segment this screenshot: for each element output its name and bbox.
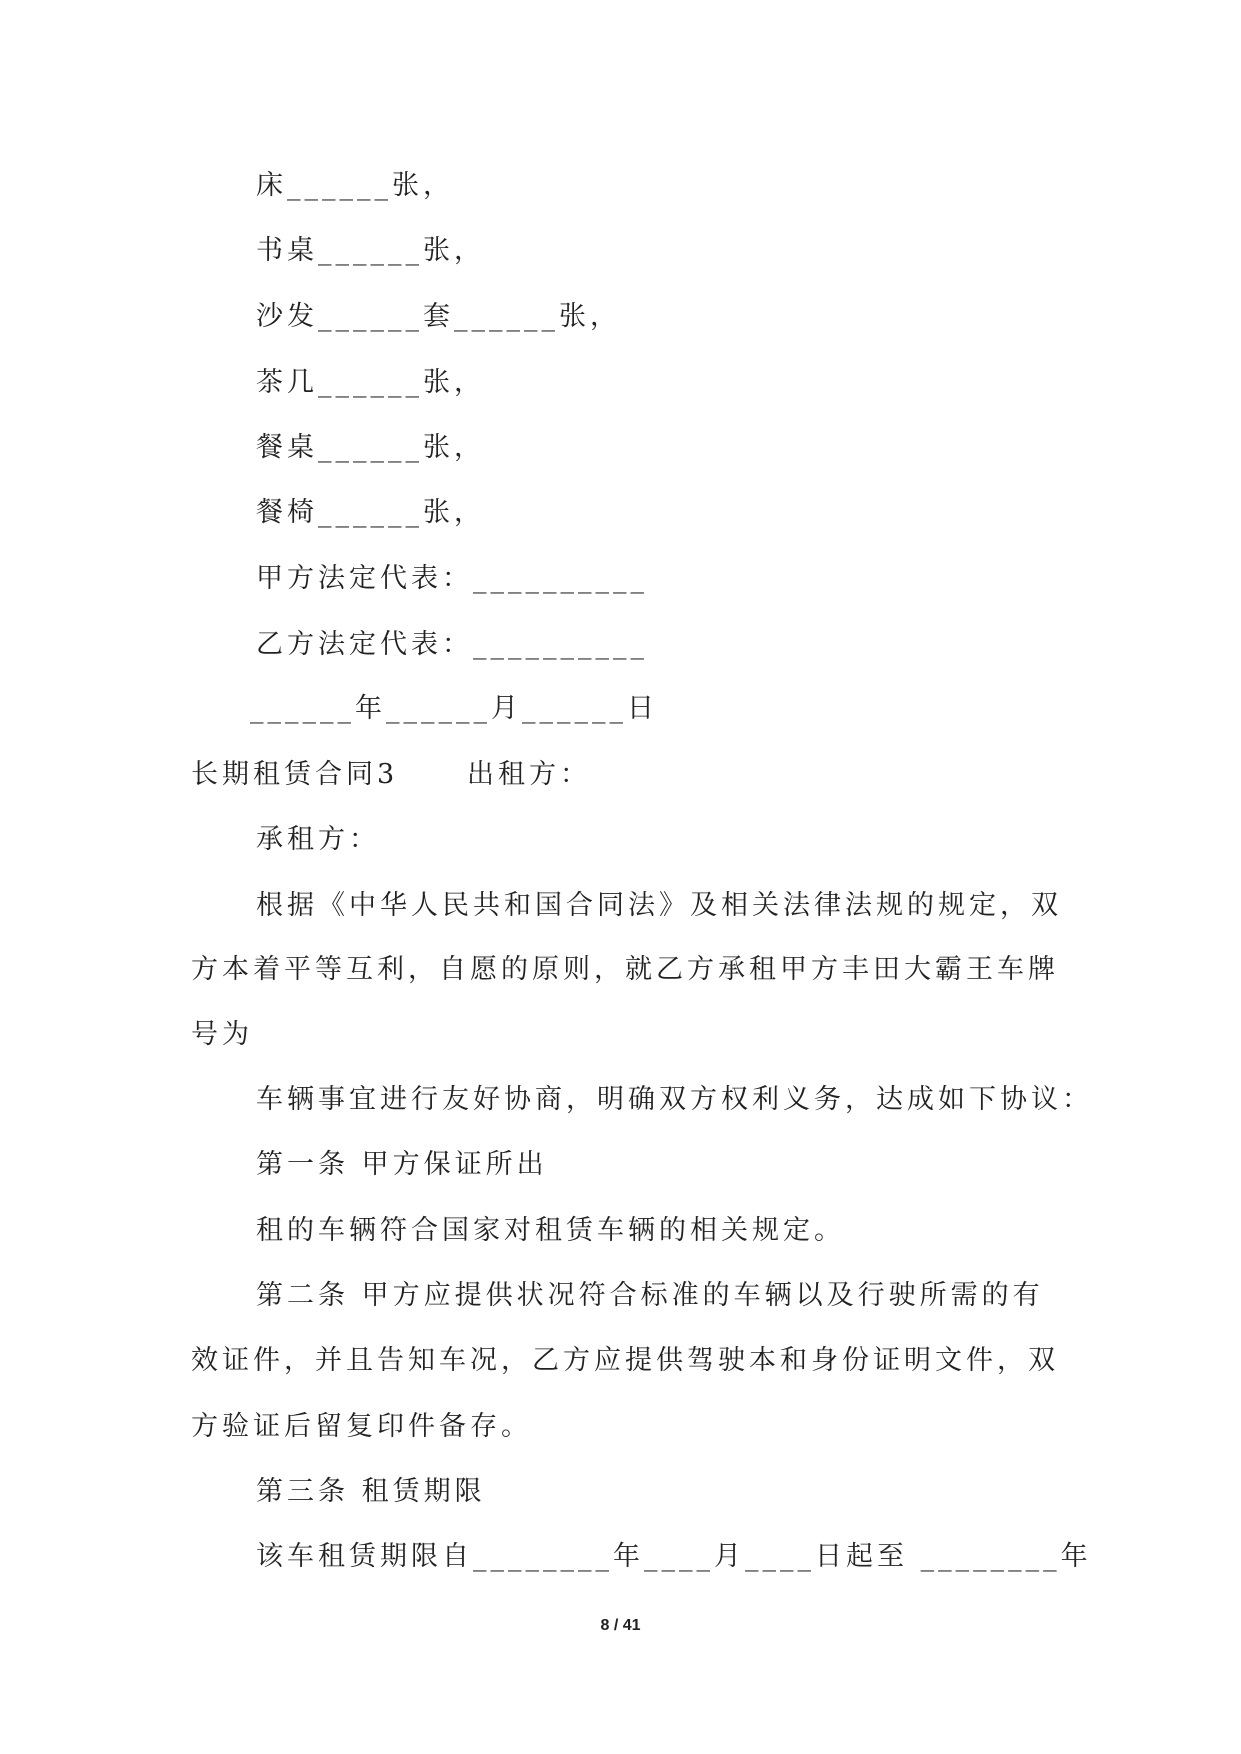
article-2-heading: 第二条 甲方应提供状况符合标准的车辆以及行驶所需的有 [256, 1280, 1044, 1311]
contract-text-line: 号为 [191, 1019, 253, 1050]
contract-text-line: 方本着平等互利，自愿的原则，就乙方承租甲方丰田大霸王车牌 [191, 954, 1059, 985]
page-number: 8 / 41 [600, 1617, 641, 1634]
contract-text-line: 方验证后留复印件备存。 [191, 1411, 532, 1442]
inventory-item-dining-chair: 餐椅______张， [256, 497, 485, 528]
inventory-item-bed: 床______张， [256, 170, 454, 201]
article-3-heading: 第三条 租赁期限 [256, 1476, 486, 1507]
inventory-item-dining-table: 餐桌______张， [256, 432, 485, 463]
contract-text-line: 效证件，并且告知车况，乙方应提供驾驶本和身份证明文件，双 [191, 1345, 1059, 1376]
signature-date-line: ______年______月______日 [250, 693, 658, 724]
contract-text-line: 车辆事宜进行友好协商，明确双方权利义务，达成如下协议： [256, 1084, 1093, 1115]
contract-title: 长期租赁合同3 [191, 759, 399, 790]
inventory-item-desk: 书桌______张， [256, 235, 485, 266]
lessor-label: 出租方： [467, 759, 591, 790]
inventory-item-sofa: 沙发______套______张， [256, 301, 621, 332]
contract-text-line: 根据《中华人民共和国合同法》及相关法律法规的规定，双 [256, 890, 1062, 921]
party-b-representative-line: 乙方法定代表：__________ [256, 629, 648, 660]
contract-text-line: 租的车辆符合国家对租赁车辆的相关规定。 [256, 1215, 845, 1246]
article-1-heading: 第一条 甲方保证所出 [256, 1149, 548, 1180]
inventory-item-tea-table: 茶几______张， [256, 367, 485, 398]
lease-period-line: 该车租赁期限自________年____月____日起至 ________年 [256, 1541, 1092, 1572]
party-a-representative-line: 甲方法定代表：__________ [256, 563, 648, 594]
lessee-label: 承租方： [256, 824, 380, 855]
